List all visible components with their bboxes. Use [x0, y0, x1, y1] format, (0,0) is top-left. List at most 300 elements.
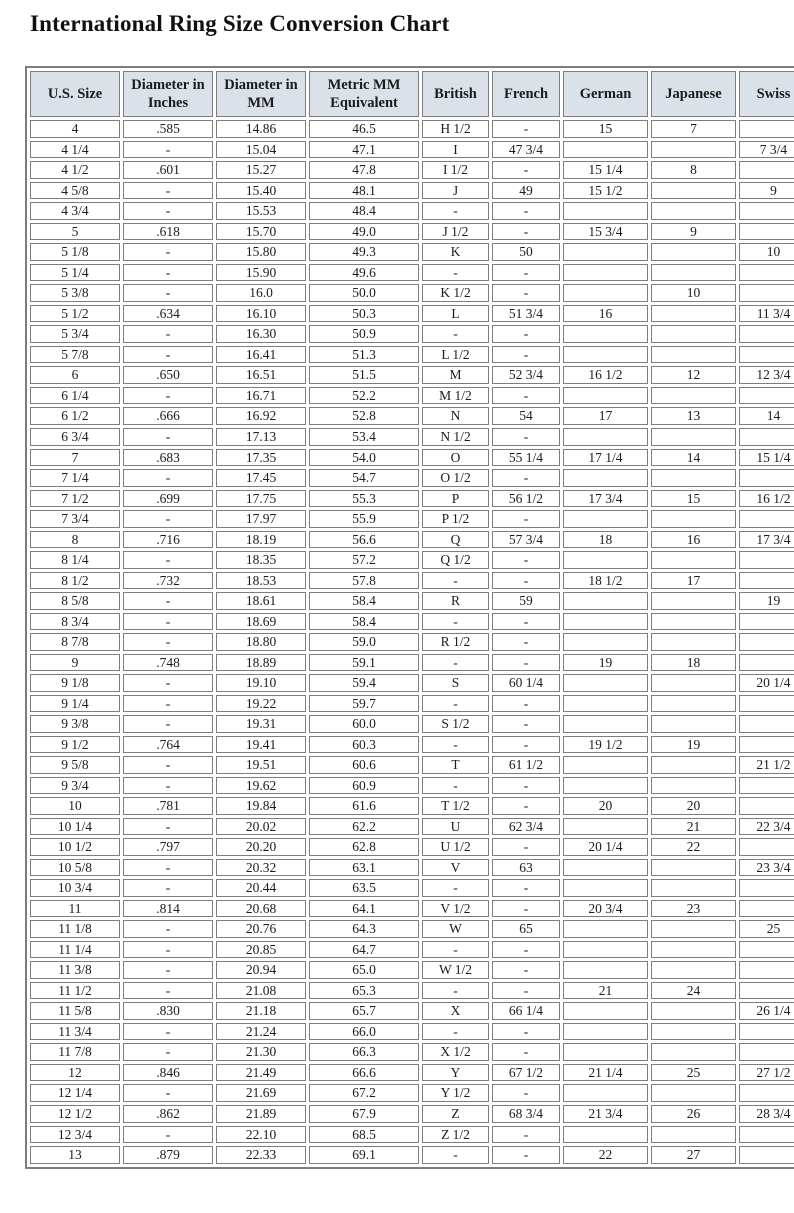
cell-japanese	[651, 695, 736, 713]
cell-british: -	[422, 202, 489, 220]
cell-diameter-inches: -	[123, 633, 213, 651]
cell-us-size: 12 1/2	[30, 1105, 120, 1123]
cell-french: -	[492, 941, 560, 959]
cell-diameter-mm: 19.22	[216, 695, 306, 713]
cell-swiss	[739, 777, 794, 795]
cell-metric-mm-equivalent: 65.7	[309, 1002, 419, 1020]
cell-german	[563, 674, 648, 692]
cell-japanese	[651, 920, 736, 938]
cell-swiss	[739, 941, 794, 959]
cell-british: R	[422, 592, 489, 610]
cell-german: 16 1/2	[563, 366, 648, 384]
cell-diameter-inches: -	[123, 961, 213, 979]
table-row	[30, 572, 794, 590]
cell-diameter-inches: -	[123, 592, 213, 610]
cell-metric-mm-equivalent: 48.4	[309, 202, 419, 220]
table-row	[30, 633, 794, 651]
cell-diameter-mm: 17.35	[216, 449, 306, 467]
cell-diameter-inches: -	[123, 284, 213, 302]
cell-us-size: 13	[30, 1146, 120, 1164]
cell-british: I	[422, 141, 489, 159]
cell-diameter-mm: 16.51	[216, 366, 306, 384]
cell-german	[563, 941, 648, 959]
cell-german	[563, 920, 648, 938]
cell-swiss	[739, 1043, 794, 1061]
cell-german	[563, 469, 648, 487]
cell-diameter-mm: 14.86	[216, 120, 306, 138]
cell-us-size: 11 1/4	[30, 941, 120, 959]
cell-japanese	[651, 613, 736, 631]
cell-us-size: 11 3/4	[30, 1023, 120, 1041]
cell-diameter-mm: 16.92	[216, 407, 306, 425]
cell-diameter-mm: 16.0	[216, 284, 306, 302]
cell-french: -	[492, 613, 560, 631]
cell-us-size: 11 1/8	[30, 920, 120, 938]
table-row	[30, 428, 794, 446]
cell-french: 68 3/4	[492, 1105, 560, 1123]
cell-metric-mm-equivalent: 58.4	[309, 613, 419, 631]
cell-german: 20	[563, 797, 648, 815]
table-row	[30, 202, 794, 220]
cell-diameter-inches: -	[123, 346, 213, 364]
cell-diameter-inches: .585	[123, 120, 213, 138]
cell-us-size: 11	[30, 900, 120, 918]
cell-french: -	[492, 469, 560, 487]
cell-diameter-inches: .634	[123, 305, 213, 323]
cell-japanese	[651, 1126, 736, 1144]
cell-diameter-inches: .716	[123, 531, 213, 549]
table-row	[30, 407, 794, 425]
cell-swiss	[739, 572, 794, 590]
cell-diameter-mm: 21.49	[216, 1064, 306, 1082]
cell-us-size: 8	[30, 531, 120, 549]
cell-swiss: 22 3/4	[739, 818, 794, 836]
cell-japanese: 9	[651, 223, 736, 241]
cell-diameter-inches: .764	[123, 736, 213, 754]
cell-us-size: 6	[30, 366, 120, 384]
cell-german	[563, 715, 648, 733]
table-row	[30, 961, 794, 979]
cell-french: 55 1/4	[492, 449, 560, 467]
cell-british: Q 1/2	[422, 551, 489, 569]
cell-diameter-mm: 18.19	[216, 531, 306, 549]
cell-japanese: 19	[651, 736, 736, 754]
cell-diameter-mm: 22.10	[216, 1126, 306, 1144]
cell-metric-mm-equivalent: 60.0	[309, 715, 419, 733]
cell-swiss	[739, 1023, 794, 1041]
cell-french: -	[492, 1126, 560, 1144]
cell-british: U 1/2	[422, 838, 489, 856]
cell-diameter-inches: -	[123, 879, 213, 897]
cell-diameter-mm: 19.84	[216, 797, 306, 815]
cell-us-size: 7 3/4	[30, 510, 120, 528]
cell-british: -	[422, 264, 489, 282]
cell-diameter-mm: 19.10	[216, 674, 306, 692]
cell-metric-mm-equivalent: 60.6	[309, 756, 419, 774]
cell-french: -	[492, 551, 560, 569]
cell-swiss	[739, 264, 794, 282]
cell-japanese: 20	[651, 797, 736, 815]
table-row	[30, 1146, 794, 1164]
cell-french: -	[492, 961, 560, 979]
cell-british: -	[422, 613, 489, 631]
cell-diameter-inches: -	[123, 469, 213, 487]
cell-japanese: 16	[651, 531, 736, 549]
cell-metric-mm-equivalent: 67.2	[309, 1084, 419, 1102]
cell-diameter-inches: .814	[123, 900, 213, 918]
cell-swiss	[739, 1084, 794, 1102]
cell-us-size: 4 1/4	[30, 141, 120, 159]
cell-us-size: 8 5/8	[30, 592, 120, 610]
cell-swiss: 14	[739, 407, 794, 425]
table-row	[30, 469, 794, 487]
cell-german: 16	[563, 305, 648, 323]
cell-diameter-mm: 15.70	[216, 223, 306, 241]
cell-metric-mm-equivalent: 49.3	[309, 243, 419, 261]
table-row	[30, 613, 794, 631]
table-row	[30, 346, 794, 364]
column-header-us-size: U.S. Size	[30, 71, 120, 117]
cell-french: 52 3/4	[492, 366, 560, 384]
table-row	[30, 1064, 794, 1082]
cell-diameter-inches: -	[123, 756, 213, 774]
cell-us-size: 9 1/8	[30, 674, 120, 692]
cell-japanese: 22	[651, 838, 736, 856]
header-row	[30, 71, 794, 117]
cell-diameter-mm: 15.53	[216, 202, 306, 220]
cell-swiss	[739, 613, 794, 631]
cell-german: 15 1/2	[563, 182, 648, 200]
cell-british: M 1/2	[422, 387, 489, 405]
cell-japanese	[651, 592, 736, 610]
cell-swiss	[739, 469, 794, 487]
cell-german	[563, 325, 648, 343]
cell-diameter-mm: 17.97	[216, 510, 306, 528]
cell-british: K 1/2	[422, 284, 489, 302]
cell-swiss	[739, 654, 794, 672]
cell-british: -	[422, 736, 489, 754]
table-row	[30, 756, 794, 774]
cell-british: -	[422, 654, 489, 672]
cell-british: Y 1/2	[422, 1084, 489, 1102]
cell-swiss	[739, 346, 794, 364]
cell-diameter-mm: 18.61	[216, 592, 306, 610]
cell-diameter-inches: -	[123, 202, 213, 220]
table-row	[30, 387, 794, 405]
cell-japanese	[651, 633, 736, 651]
table-row	[30, 366, 794, 384]
table-row	[30, 777, 794, 795]
cell-metric-mm-equivalent: 66.0	[309, 1023, 419, 1041]
cell-german: 21	[563, 982, 648, 1000]
cell-french: -	[492, 346, 560, 364]
cell-diameter-mm: 20.02	[216, 818, 306, 836]
cell-us-size: 11 3/8	[30, 961, 120, 979]
cell-metric-mm-equivalent: 59.0	[309, 633, 419, 651]
cell-diameter-mm: 20.85	[216, 941, 306, 959]
cell-german: 21 1/4	[563, 1064, 648, 1082]
cell-us-size: 5 3/4	[30, 325, 120, 343]
cell-french: -	[492, 777, 560, 795]
cell-metric-mm-equivalent: 68.5	[309, 1126, 419, 1144]
table-row	[30, 982, 794, 1000]
cell-german	[563, 284, 648, 302]
cell-swiss	[739, 428, 794, 446]
cell-diameter-inches: -	[123, 674, 213, 692]
cell-german	[563, 695, 648, 713]
cell-swiss: 21 1/2	[739, 756, 794, 774]
cell-diameter-mm: 16.41	[216, 346, 306, 364]
cell-british: Z	[422, 1105, 489, 1123]
cell-british: V	[422, 859, 489, 877]
table-row	[30, 305, 794, 323]
cell-japanese	[651, 428, 736, 446]
cell-us-size: 5 7/8	[30, 346, 120, 364]
cell-metric-mm-equivalent: 49.6	[309, 264, 419, 282]
cell-german	[563, 633, 648, 651]
cell-diameter-inches: -	[123, 982, 213, 1000]
cell-metric-mm-equivalent: 55.9	[309, 510, 419, 528]
cell-german	[563, 777, 648, 795]
table-row	[30, 141, 794, 159]
cell-japanese: 17	[651, 572, 736, 590]
cell-metric-mm-equivalent: 50.9	[309, 325, 419, 343]
cell-diameter-inches: .666	[123, 407, 213, 425]
cell-british: L	[422, 305, 489, 323]
table-row	[30, 120, 794, 138]
cell-diameter-inches: -	[123, 1084, 213, 1102]
cell-british: J 1/2	[422, 223, 489, 241]
cell-german: 19	[563, 654, 648, 672]
cell-swiss	[739, 982, 794, 1000]
column-header-british: British	[422, 71, 489, 117]
cell-british: L 1/2	[422, 346, 489, 364]
cell-swiss	[739, 325, 794, 343]
cell-british: O 1/2	[422, 469, 489, 487]
column-header-german: German	[563, 71, 648, 117]
cell-metric-mm-equivalent: 52.2	[309, 387, 419, 405]
cell-french: -	[492, 202, 560, 220]
cell-metric-mm-equivalent: 62.8	[309, 838, 419, 856]
cell-swiss	[739, 284, 794, 302]
cell-british: X 1/2	[422, 1043, 489, 1061]
cell-diameter-mm: 19.62	[216, 777, 306, 795]
table-row	[30, 1105, 794, 1123]
cell-diameter-mm: 18.35	[216, 551, 306, 569]
cell-french: 47 3/4	[492, 141, 560, 159]
cell-german	[563, 387, 648, 405]
cell-french: 63	[492, 859, 560, 877]
cell-metric-mm-equivalent: 59.4	[309, 674, 419, 692]
column-header-diameter-inches: Diameter in Inches	[123, 71, 213, 117]
table-row	[30, 1023, 794, 1041]
cell-diameter-mm: 17.75	[216, 490, 306, 508]
cell-diameter-mm: 18.69	[216, 613, 306, 631]
cell-french: -	[492, 982, 560, 1000]
cell-metric-mm-equivalent: 60.9	[309, 777, 419, 795]
table-row	[30, 592, 794, 610]
cell-british: -	[422, 879, 489, 897]
cell-british: -	[422, 777, 489, 795]
cell-swiss: 25	[739, 920, 794, 938]
cell-japanese: 23	[651, 900, 736, 918]
cell-french: -	[492, 223, 560, 241]
cell-german: 18	[563, 531, 648, 549]
cell-british: N	[422, 407, 489, 425]
cell-swiss: 26 1/4	[739, 1002, 794, 1020]
cell-japanese	[651, 469, 736, 487]
cell-us-size: 8 7/8	[30, 633, 120, 651]
cell-french: -	[492, 572, 560, 590]
cell-diameter-mm: 20.76	[216, 920, 306, 938]
cell-swiss: 17 3/4	[739, 531, 794, 549]
cell-diameter-mm: 16.30	[216, 325, 306, 343]
cell-british: M	[422, 366, 489, 384]
cell-french: -	[492, 1043, 560, 1061]
cell-us-size: 5 1/4	[30, 264, 120, 282]
cell-metric-mm-equivalent: 64.3	[309, 920, 419, 938]
cell-japanese	[651, 202, 736, 220]
cell-metric-mm-equivalent: 62.2	[309, 818, 419, 836]
cell-diameter-inches: .862	[123, 1105, 213, 1123]
cell-diameter-mm: 18.80	[216, 633, 306, 651]
cell-diameter-inches: -	[123, 243, 213, 261]
cell-german: 15	[563, 120, 648, 138]
cell-us-size: 9	[30, 654, 120, 672]
cell-british: -	[422, 695, 489, 713]
cell-german	[563, 1023, 648, 1041]
cell-diameter-inches: -	[123, 428, 213, 446]
cell-us-size: 12	[30, 1064, 120, 1082]
cell-german: 15 1/4	[563, 161, 648, 179]
cell-diameter-mm: 17.45	[216, 469, 306, 487]
cell-british: S	[422, 674, 489, 692]
cell-japanese	[651, 387, 736, 405]
cell-us-size: 8 1/4	[30, 551, 120, 569]
cell-french: -	[492, 1084, 560, 1102]
cell-us-size: 8 3/4	[30, 613, 120, 631]
cell-us-size: 5 1/2	[30, 305, 120, 323]
cell-british: J	[422, 182, 489, 200]
cell-diameter-mm: 21.30	[216, 1043, 306, 1061]
cell-diameter-mm: 15.80	[216, 243, 306, 261]
cell-german: 17 3/4	[563, 490, 648, 508]
table-row	[30, 920, 794, 938]
table-row	[30, 879, 794, 897]
cell-diameter-mm: 19.41	[216, 736, 306, 754]
cell-diameter-mm: 19.31	[216, 715, 306, 733]
table-row	[30, 243, 794, 261]
cell-swiss	[739, 1146, 794, 1164]
cell-metric-mm-equivalent: 47.1	[309, 141, 419, 159]
cell-french: -	[492, 387, 560, 405]
cell-german: 17	[563, 407, 648, 425]
cell-us-size: 9 3/8	[30, 715, 120, 733]
cell-japanese: 8	[651, 161, 736, 179]
cell-japanese	[651, 961, 736, 979]
cell-swiss	[739, 879, 794, 897]
cell-japanese: 10	[651, 284, 736, 302]
cell-metric-mm-equivalent: 47.8	[309, 161, 419, 179]
cell-diameter-inches: -	[123, 941, 213, 959]
cell-german	[563, 1126, 648, 1144]
cell-british: U	[422, 818, 489, 836]
cell-german: 20 1/4	[563, 838, 648, 856]
cell-diameter-mm: 20.32	[216, 859, 306, 877]
column-header-diameter-mm: Diameter in MM	[216, 71, 306, 117]
cell-diameter-inches: -	[123, 510, 213, 528]
cell-diameter-mm: 16.10	[216, 305, 306, 323]
cell-british: W	[422, 920, 489, 938]
cell-french: -	[492, 1146, 560, 1164]
table-row	[30, 818, 794, 836]
table-row	[30, 449, 794, 467]
cell-french: -	[492, 838, 560, 856]
cell-us-size: 11 7/8	[30, 1043, 120, 1061]
ring-size-conversion-table	[25, 66, 794, 1169]
cell-metric-mm-equivalent: 49.0	[309, 223, 419, 241]
cell-us-size: 5	[30, 223, 120, 241]
cell-german	[563, 243, 648, 261]
cell-metric-mm-equivalent: 66.3	[309, 1043, 419, 1061]
cell-swiss: 19	[739, 592, 794, 610]
cell-metric-mm-equivalent: 59.1	[309, 654, 419, 672]
table-row	[30, 797, 794, 815]
cell-swiss: 23 3/4	[739, 859, 794, 877]
table-row	[30, 182, 794, 200]
cell-french: -	[492, 633, 560, 651]
cell-swiss	[739, 715, 794, 733]
cell-british: R 1/2	[422, 633, 489, 651]
cell-british: T 1/2	[422, 797, 489, 815]
table-row	[30, 695, 794, 713]
cell-british: S 1/2	[422, 715, 489, 733]
cell-british: Q	[422, 531, 489, 549]
cell-swiss	[739, 900, 794, 918]
cell-french: 62 3/4	[492, 818, 560, 836]
cell-diameter-inches: -	[123, 1023, 213, 1041]
cell-us-size: 12 3/4	[30, 1126, 120, 1144]
cell-metric-mm-equivalent: 48.1	[309, 182, 419, 200]
table-row	[30, 838, 794, 856]
cell-french: -	[492, 325, 560, 343]
cell-us-size: 9 3/4	[30, 777, 120, 795]
cell-japanese	[651, 264, 736, 282]
cell-diameter-inches: .797	[123, 838, 213, 856]
cell-german	[563, 510, 648, 528]
cell-japanese	[651, 325, 736, 343]
cell-german: 22	[563, 1146, 648, 1164]
cell-german	[563, 264, 648, 282]
cell-swiss	[739, 1126, 794, 1144]
table-row	[30, 531, 794, 549]
cell-british: Z 1/2	[422, 1126, 489, 1144]
cell-diameter-inches: .830	[123, 1002, 213, 1020]
cell-metric-mm-equivalent: 64.7	[309, 941, 419, 959]
cell-metric-mm-equivalent: 54.7	[309, 469, 419, 487]
cell-us-size: 4	[30, 120, 120, 138]
cell-french: 57 3/4	[492, 531, 560, 549]
cell-diameter-mm: 18.53	[216, 572, 306, 590]
cell-british: O	[422, 449, 489, 467]
cell-german	[563, 1084, 648, 1102]
table-row	[30, 1126, 794, 1144]
table-row	[30, 223, 794, 241]
cell-diameter-inches: .846	[123, 1064, 213, 1082]
cell-french: -	[492, 715, 560, 733]
table-row	[30, 941, 794, 959]
cell-us-size: 12 1/4	[30, 1084, 120, 1102]
